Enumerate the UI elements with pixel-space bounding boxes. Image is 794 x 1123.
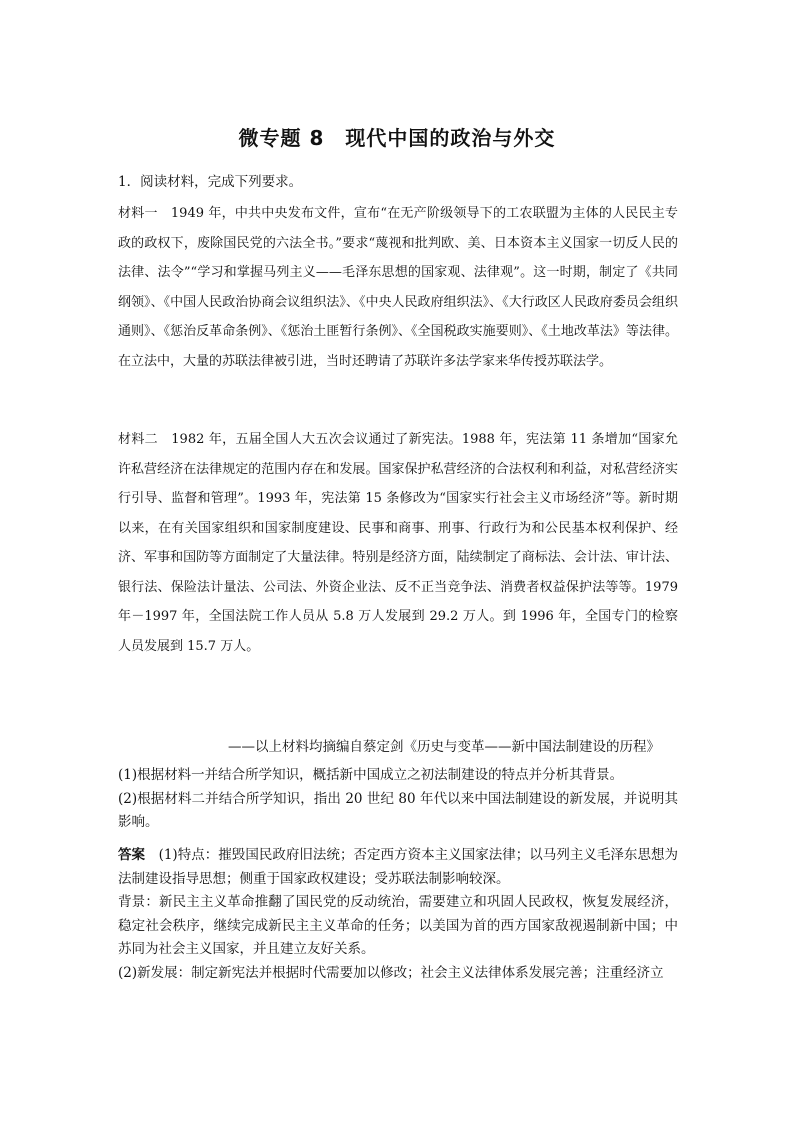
questions	[118, 741, 678, 835]
question-1: (1)根据材料一并结合所学知识，概括新中国成立之初法制建设的特点并分析其背景。	[118, 767, 624, 783]
material-one-text: 1949 年，中共中央发布文件，宣布“在无产阶级领导下的工农联盟为主体的人民民主专政的政权下，废除国民党的六法全书。”要求“蔑视和批判欧、美、日本资本主义国家一切反人民的法律、法令”“学习和掌握马列主义——毛泽东思想的国家观、法律观”。这一时期，制定了《共同纲领》、《中国人民政治协商会议组织法》、《中央人民政府组织法》、《大行政区人民政府委员会组织通则》、《惩治反革命条例》、《惩治土匪暂行条例》、《全国税政实施要则》、《土地改革法》等法律。在立法中，大量的苏联法律被引进，当时还聘请了苏联许多法学家来华传授苏联法学。	[118, 206, 678, 369]
material-one-label: 材料一	[118, 206, 158, 221]
question-2: (2)根据材料二并结合所学知识，指出 20 世纪 80 年代以来中国法制建设的新发展，并说明其影响。	[118, 790, 678, 830]
answer-section	[118, 844, 678, 985]
answer-label: 答案	[118, 847, 146, 863]
answer-part-1	[118, 844, 678, 891]
question-intro: 1．阅读材料，完成下列要求。	[118, 174, 303, 190]
answer-background: 背景：新民主主义革命推翻了国民党的反动统治，需要建立和巩固人民政权，恢复发展经济，稳定社会秩序，继续完成新民主主义革命的任务；以美国为首的西方国家敌视遏制新中国；中苏同为社会主义国家，并且建立友好关系。	[118, 894, 678, 957]
material-one	[118, 199, 678, 376]
answer-part-1-text: (1)特点：摧毁国民政府旧法统；否定西方资本主义国家法律；以马列主义毛泽东思想为法制建设指导思想；侧重于国家政权建设；受苏联法制影响较深。	[118, 847, 678, 887]
answer-part-2: (2)新发展：制定新宪法并根据时代需要加以修改；社会主义法律体系发展完善；注重经济立	[118, 964, 664, 981]
page-title: 微专题 8 现代中国的政治与外交	[238, 126, 556, 150]
material-source: ——以上材料均摘编自蔡定剑《历史与变革——新中国法制建设的历程》	[228, 739, 660, 755]
material-two-label: 材料二	[118, 432, 158, 447]
material-two	[118, 425, 678, 661]
material-two-text: 1982 年，五届全国人大五次会议通过了新宪法。1988 年，宪法第 11 条增加“国家允许私营经济在法律规定的范围内存在和发展。国家保护私营经济的合法权利和利益，对私营经济实行引导、监督和管理”。1993 年，宪法第 15 条修改为“国家实行社会主义市场经济”等。新时期以来，在有关国家组织和国家制度建设、民事和商事、刑事、行政行为和公民基本权利保护、经济、军事和国防等方面制定了大量法律。特别是经济方面，陆续制定了商标法、会计法、审计法、银行法、保险法计量法、公司法、外资企业法、反不正当竞争法、消费者权益保护法等等。1979 年－1997 年，全国法院工作人员从 5.8 万人发展到 29.2 万人。到 1996 年，全国专门的检察人员发展到 15.7 万人。	[118, 432, 678, 654]
